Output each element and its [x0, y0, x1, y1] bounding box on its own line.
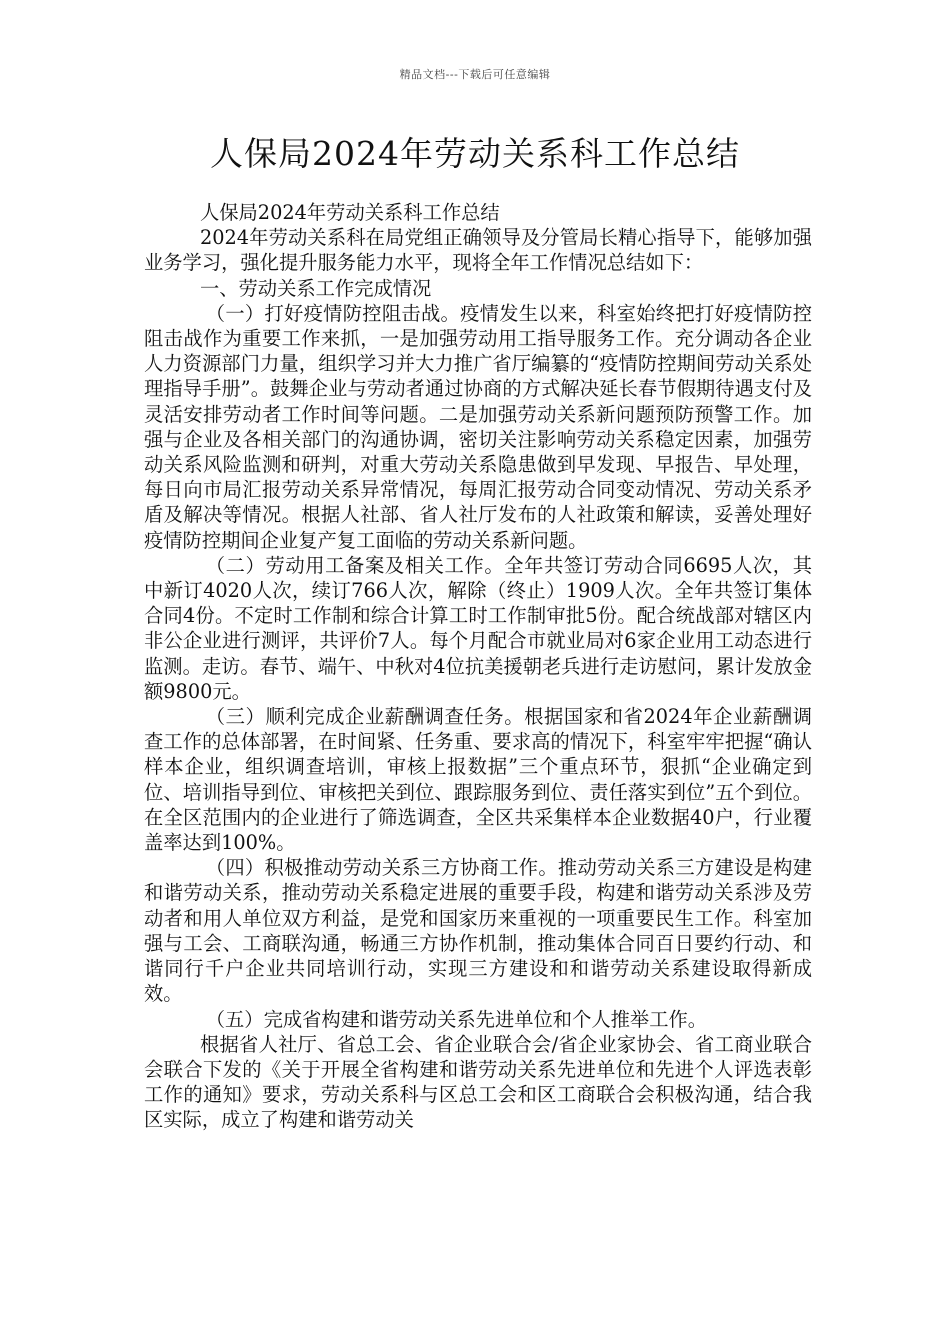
header-note: 精品文档---下载后可任意编辑	[399, 68, 551, 81]
paragraph-subtitle: 人保局2024年劳动关系科工作总结	[199, 201, 500, 224]
paragraph-item-2: （二）劳动用工备案及相关工作。全年共签订劳动合同6695人次，其中新订4020人次，续订766人次，解除（终止）1909人次。全年共签订集体合同4份。不定时工作制和综合计算工时工作制审批5份。配合统战部对辖区内非公企业进行测评，共评价7人。每个月配合市就业局对6家企业用工动态进行监测。走访。春节、端午、中秋对4位抗美援朝老兵进行走访慰问，累计发放金额9800元。	[144, 553, 812, 703]
paragraph-intro: 2024年劳动关系科在局党组正确领导及分管局长精心指导下，能够加强业务学习，强化提升服务能力水平，现将全年工作情况总结如下：	[144, 226, 812, 275]
paragraph-item-5-detail: 根据省人社厅、省总工会、省企业联合会/省企业家协会、省工商业联合会联合下发的《关于开展全省构建和谐劳动关系先进单位和先进个人评选表彰工作的通知》要求，劳动关系科与区总工会和区工商联合会积极沟通，结合我区实际，成立了构建和谐劳动关	[144, 1032, 812, 1132]
paragraph-item-1: （一）打好疫情防控阻击战。疫情发生以来，科室始终把打好疫情防控阻击战作为重要工作来抓，一是加强劳动用工指导服务工作。充分调动各企业人力资源部门力量，组织学习并大力推广省厅编纂的“疫情防控期间劳动关系处理指导手册”。鼓舞企业与劳动者通过协商的方式解决延长春节假期待遇支付及灵活安排劳动者工作时间等问题。二是加强劳动关系新问题预防预警工作。加强与企业及各相关部门的沟通协调，密切关注影响劳动关系稳定因素，加强劳动关系风险监测和研判，对重大劳动关系隐患做到早发现、早报告、早处理，每日向市局汇报劳动关系异常情况，每周汇报劳动合同变动情况、劳动关系矛盾及解决等情况。根据人社部、省人社厅发布的人社政策和解读，妥善处理好疫情防控期间企业复产复工面临的劳动关系新问题。	[144, 301, 812, 552]
document-title: 人保局2024年劳动关系科工作总结	[210, 134, 740, 173]
section-heading: 一、劳动关系工作完成情况	[199, 276, 432, 300]
paragraph-item-4: （四）积极推动劳动关系三方协商工作。推动劳动关系三方建设是构建和谐劳动关系，推动劳动关系稳定进展的重要手段，构建和谐劳动关系涉及劳动者和用人单位双方利益，是党和国家历来重视的一项重要民生工作。科室加强与工会、工商联沟通，畅通三方协作机制，推动集体合同百日要约行动、和谐同行千户企业共同培训行动，实现三方建设和和谐劳动关系建设取得新成效。	[144, 856, 812, 1006]
document-body	[144, 200, 812, 1133]
paragraph-item-3: （三）顺利完成企业薪酬调查任务。根据国家和省2024年企业薪酬调查工作的总体部署，在时间紧、任务重、要求高的情况下，科室牢牢把握“确认样本企业，组织调查培训，审核上报数据”三个重点环节，狠抓“企业确定到位、培训指导到位、审核把关到位、跟踪服务到位、责任落实到位”五个到位。在全区范围内的企业进行了筛选调查，全区共采集样本企业数据40户，行业覆盖率达到100%。	[144, 705, 812, 855]
paragraph-item-5: （五）完成省构建和谐劳动关系先进单位和个人推举工作。	[205, 1007, 708, 1031]
